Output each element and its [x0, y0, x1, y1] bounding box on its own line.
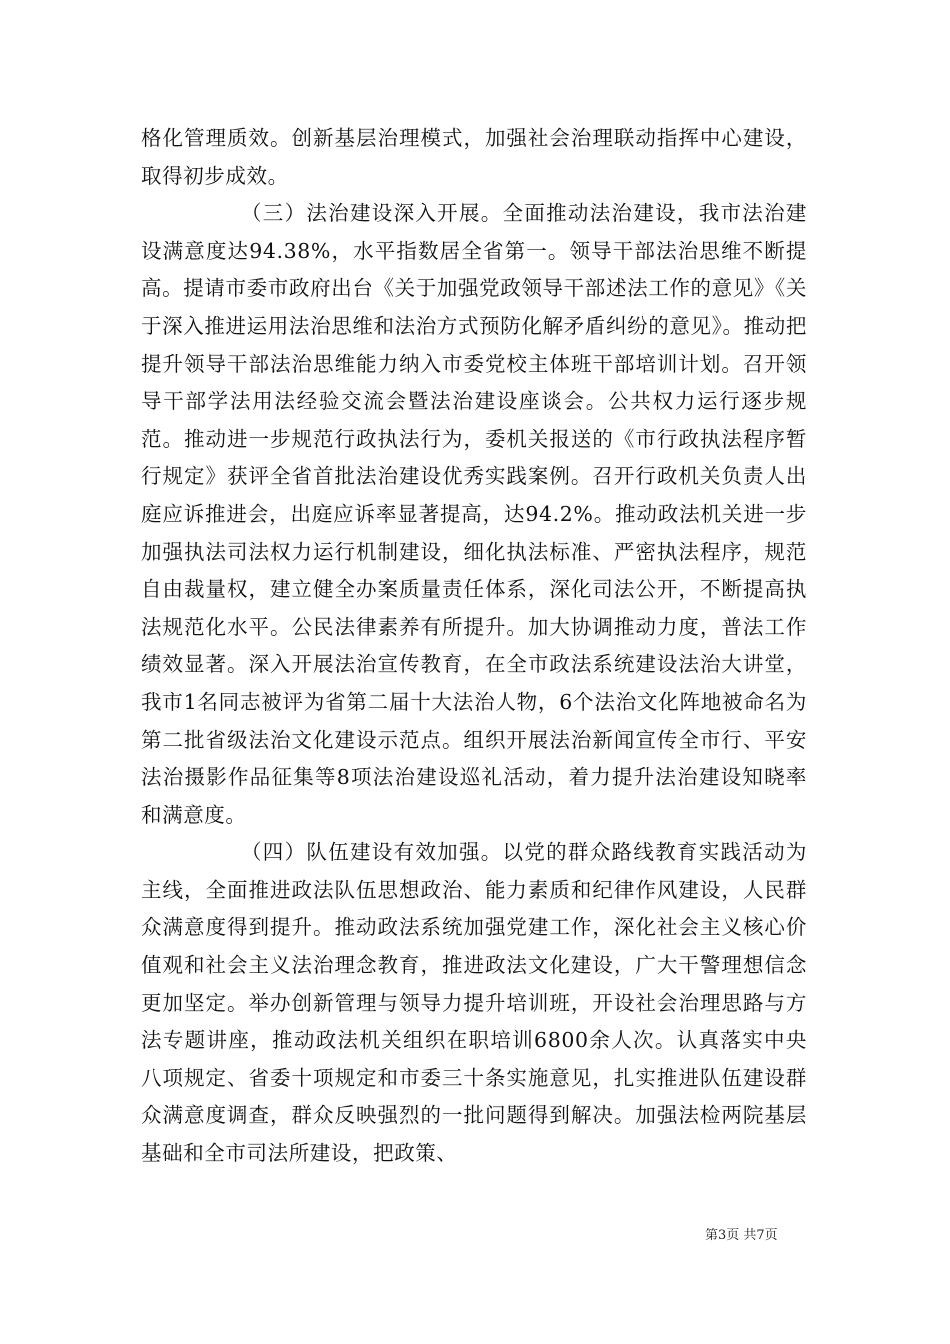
paragraph-continuation: 格化管理质效。创新基层治理模式，加强社会治理联动指挥中心建设，取得初步成效。 — [141, 126, 807, 188]
paragraph-section-4: （四）队伍建设有效加强。以党的群众路线教育实践活动为主线，全面推进政法队伍思想政治、能力素质和纪律作风建设，人民群众满意度得到提升。推动政法系统加强党建工作，深化社会主义核心价值观和社会主义法治理念教育，推进政法文化建设，广大干警理想信念更加坚定。举办创新管理与领导力提升培训班，开设社会治理思路与方法专题讲座，推动政法机关组织在职培训6800余人次。认真落实中央八项规定、省委十项规定和市委三十条实施意见，扎实推进队伍建设群众满意度调查，群众反映强烈的一批问题得到解决。加强法检两院基层基础和全市司法所建设，把政策、 — [141, 840, 807, 1166]
document-body — [141, 120, 807, 1173]
page-number-footer: 第3页 共7页 — [705, 1228, 778, 1243]
paragraph-section-3: （三）法治建设深入开展。全面推动法治建设，我市法治建设满意度达94.38%，水平指数居全省第一。领导干部法治思维不断提高。提请市委市政府出台《关于加强党政领导干部述法工作的意见》《关于深入推进运用法治思维和法治方式预防化解矛盾纠纷的意见》。推动把提升领导干部法治思维能力纳入市委党校主体班干部培训计划。召开领导干部学法用法经验交流会暨法治建设座谈会。公共权力运行逐步规范。推动进一步规范行政执法行为，委机关报送的《市行政执法程序暂行规定》获评全省首批法治建设优秀实践案例。召开行政机关负责人出庭应诉推进会，出庭应诉率显著提高，达94.2%。推动政法机关进一步加强执法司法权力运行机制建设，细化执法标准、严密执法程序，规范自由裁量权，建立健全办案质量责任体系，深化司法公开，不断提高执法规范化水平。公民法律素养有所提升。加大协调推动力度，普法工作绩效显著。深入开展法治宣传教育，在全市政法系统建设法治大讲堂，我市1名同志被评为省第二届十大法治人物，6个法治文化阵地被命名为第二批省级法治文化建设示范点。组织开展法治新闻宣传全市行、平安法治摄影作品征集等8项法治建设巡礼活动，着力提升法治建设知晓率和满意度。 — [141, 201, 807, 827]
